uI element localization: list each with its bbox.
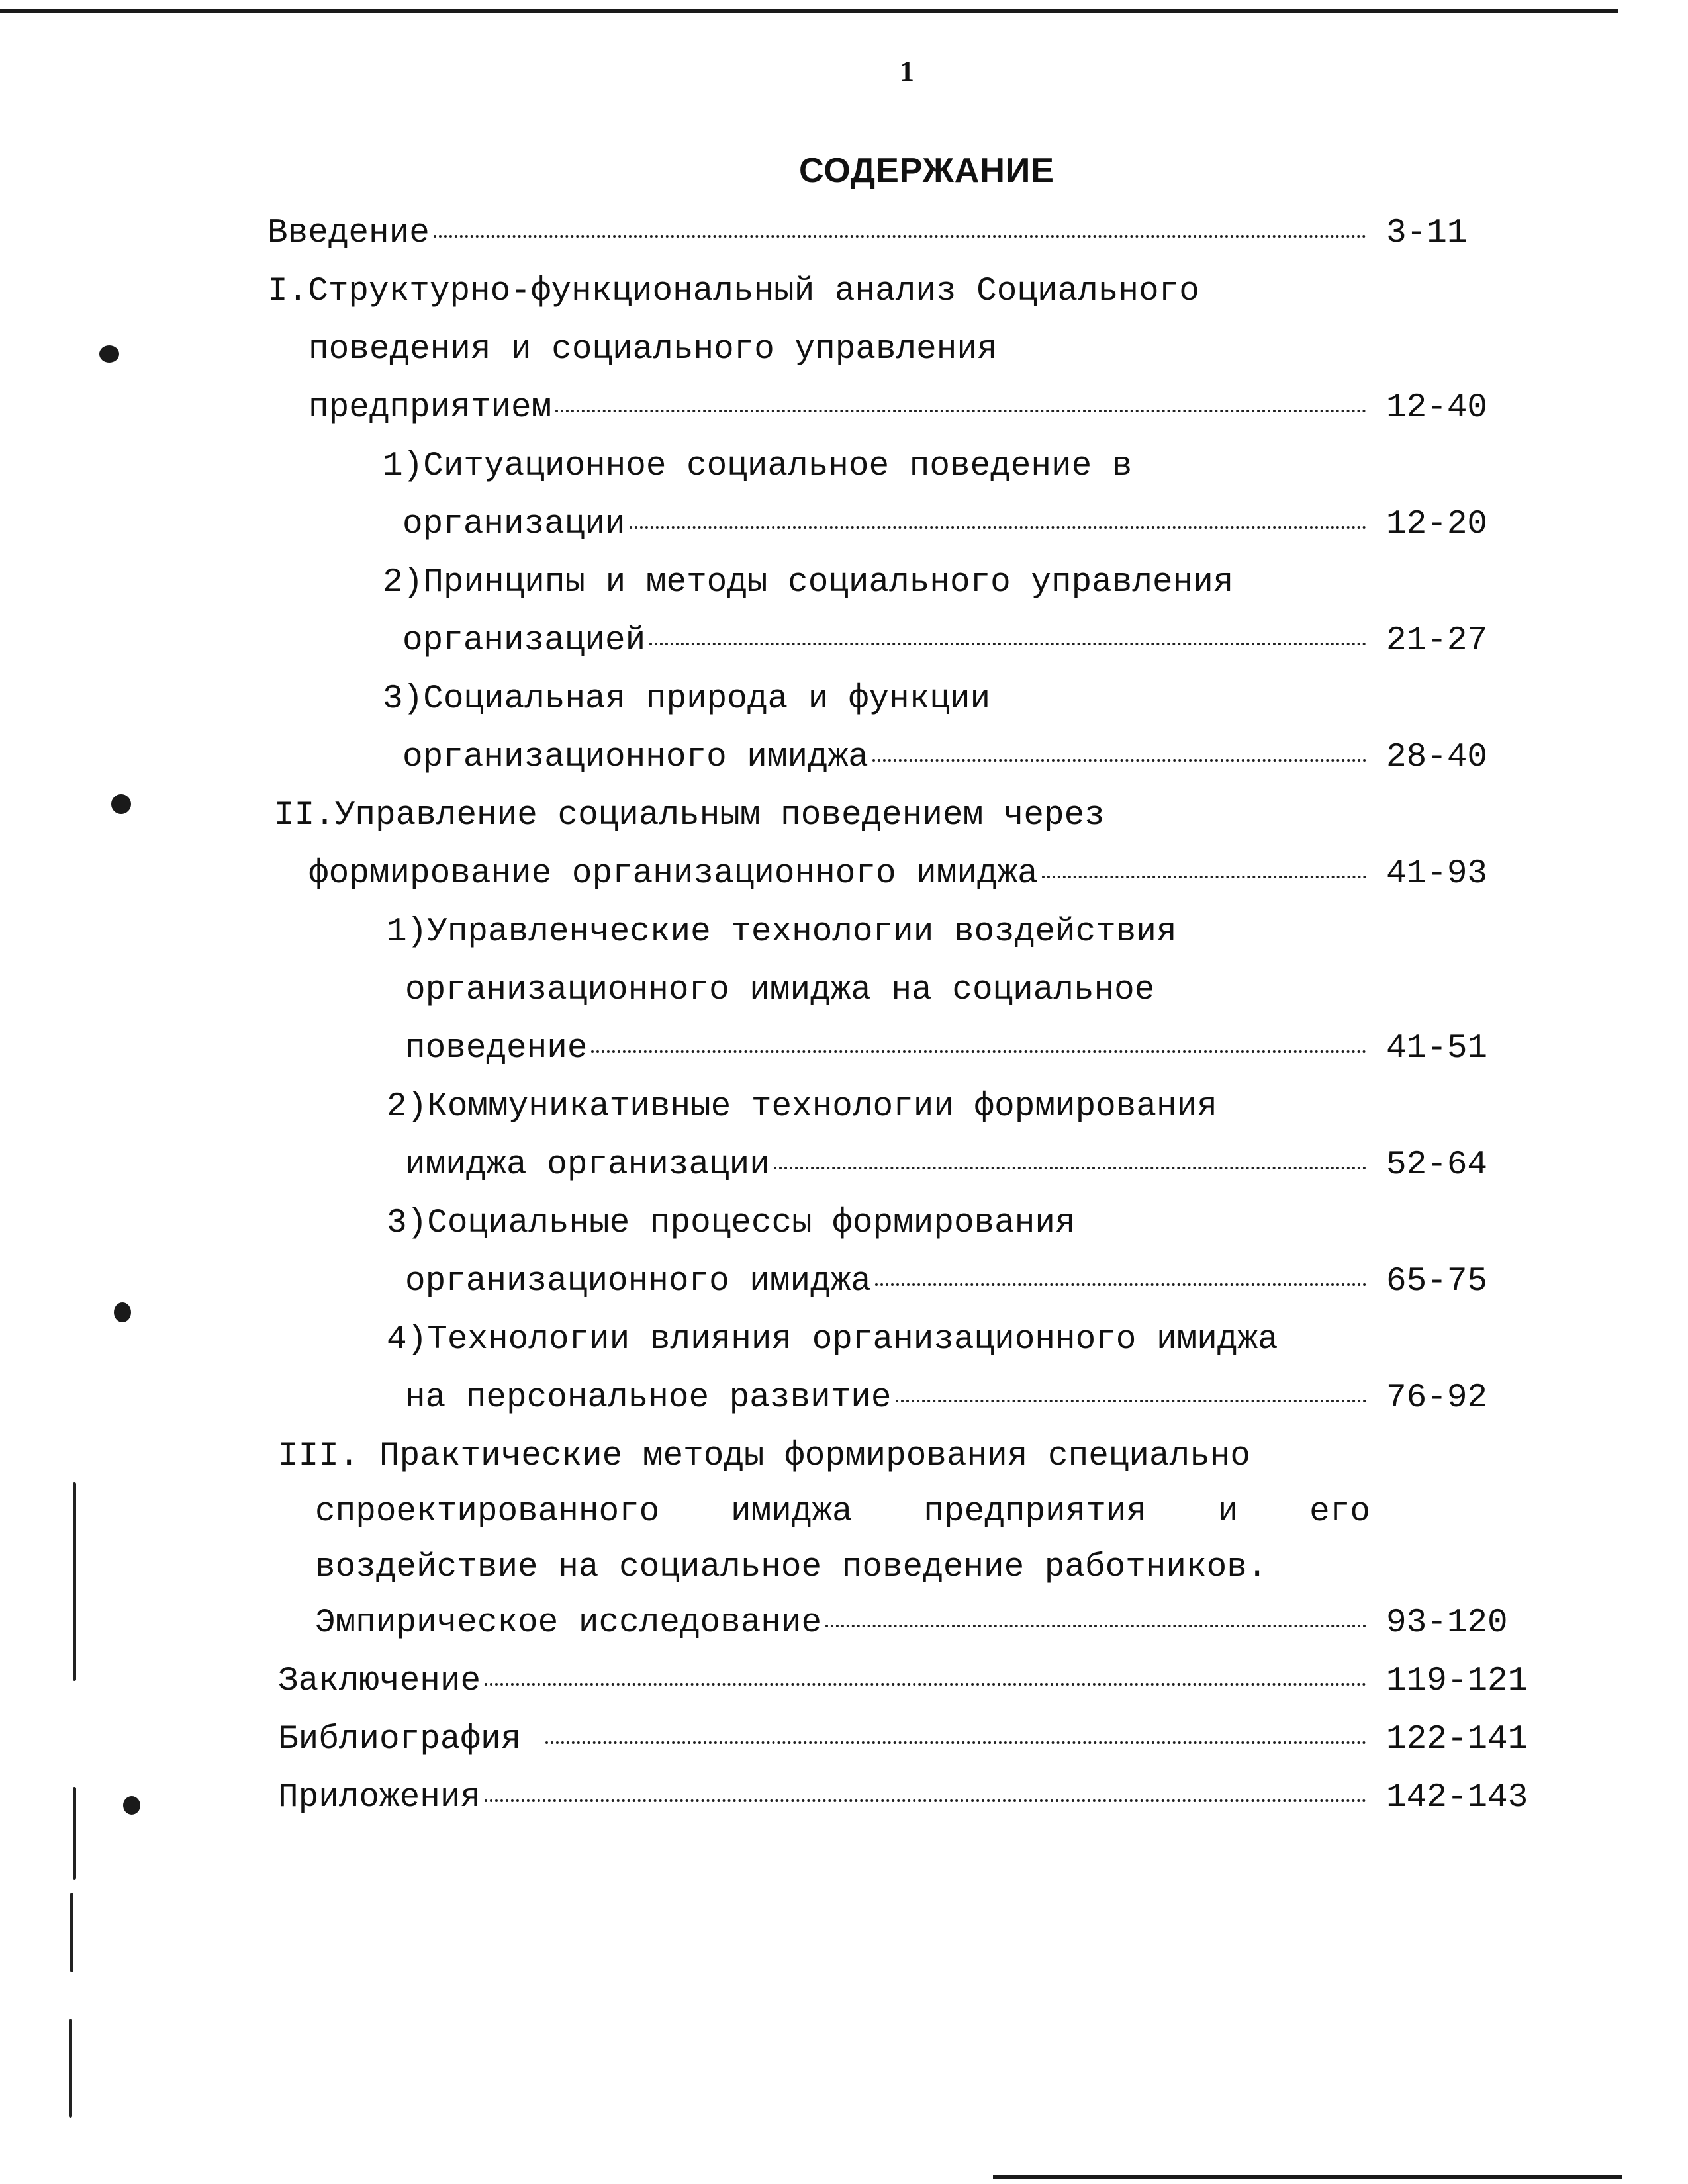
toc-page-range: 76-92 (1386, 1379, 1488, 1417)
toc-entry-section-1-3 (402, 735, 1370, 781)
page-title: СОДЕРЖАНИЕ (799, 152, 1055, 190)
dot-leader (774, 1167, 1366, 1169)
toc-entry-text: предприятием (308, 389, 552, 427)
binder-hole-mark (123, 1796, 140, 1815)
toc-word: спроектированного (315, 1493, 660, 1531)
toc-entry-text: организационного имиджа (405, 1263, 871, 1300)
dot-leader (555, 410, 1366, 412)
toc-page-range: 3-11 (1386, 214, 1468, 252)
toc-section-line: 1)Ситуационное социальное поведение в (383, 447, 1133, 485)
toc-page-range: 119-121 (1386, 1662, 1528, 1700)
toc-chapter-3-text: III. Практические методы формирования специально (278, 1437, 1251, 1475)
toc-entry-chapter-2 (308, 851, 1370, 897)
toc-page-range: 21-27 (1386, 622, 1488, 660)
toc-entry-introduction (267, 210, 1370, 257)
toc-entry-bibliography (278, 1717, 1370, 1763)
toc-entry-text: организации (402, 506, 626, 543)
toc-entry-text: организационного имиджа (402, 739, 868, 776)
dot-leader (545, 1741, 1366, 1744)
dot-leader (825, 1625, 1366, 1627)
toc-entry-section-2-2 (405, 1142, 1370, 1189)
toc-word: имиджа (731, 1493, 853, 1531)
dot-leader (649, 643, 1366, 645)
toc-chapter-3-line: воздействие на социальное поведение работников. (315, 1549, 1268, 1586)
toc-entry-text: на персональное развитие (405, 1379, 892, 1417)
toc-entry-section-1-1 (402, 502, 1370, 548)
toc-word: его (1309, 1493, 1370, 1531)
toc-entry-text: формирование организационного имиджа (308, 855, 1038, 893)
toc-page-range: 41-51 (1386, 1030, 1488, 1068)
toc-page-range: 93-120 (1386, 1604, 1508, 1642)
bottom-edge-rule (993, 2175, 1622, 2179)
toc-entry-chapter-1 (308, 385, 1370, 432)
toc-entry-section-2-4 (405, 1375, 1370, 1422)
toc-word: и (1217, 1493, 1239, 1531)
toc-entry-section-2-3 (405, 1259, 1370, 1305)
toc-section-line: 2)Коммуникативные технологии формирования (387, 1088, 1217, 1126)
dot-leader (875, 1283, 1366, 1286)
dot-leader (591, 1050, 1366, 1053)
binder-hole-mark (99, 345, 119, 363)
toc-section-line: 3)Социальная природа и функции (383, 680, 991, 718)
dot-leader (630, 526, 1366, 529)
toc-entry-section-1-2 (402, 618, 1370, 664)
scan-edge-mark (70, 1893, 73, 1972)
toc-section-line: организационного имиджа на социальное (405, 972, 1155, 1009)
toc-chapter-3-line (315, 1489, 1370, 1535)
dot-leader (434, 235, 1366, 238)
dot-leader (485, 1799, 1366, 1802)
toc-section-line: 4)Технологии влияния организационного имиджа (387, 1321, 1278, 1359)
toc-page-range: 12-20 (1386, 506, 1488, 543)
toc-entry-text: Эмпирическое исследование (315, 1604, 822, 1642)
toc-entry-section-2-1 (405, 1026, 1370, 1072)
toc-entry-text: поведение (405, 1030, 588, 1068)
scan-edge-mark (73, 1787, 76, 1880)
toc-page-range: 41-93 (1386, 855, 1488, 893)
toc-entry-text: Заключение (278, 1662, 481, 1700)
toc-entry-text: Библиография (278, 1721, 541, 1758)
toc-entry-text: организацией (402, 622, 646, 660)
dot-leader (1042, 876, 1366, 878)
toc-page-range: 28-40 (1386, 739, 1488, 776)
toc-word: предприятия (923, 1493, 1147, 1531)
dot-leader (485, 1683, 1366, 1686)
toc-chapter-1-line: поведения и социального управления (308, 331, 998, 369)
toc-entry-conclusion (278, 1659, 1370, 1705)
toc-page-range: 12-40 (1386, 389, 1488, 427)
toc-entry-text: Введение (267, 214, 430, 252)
scan-edge-mark (69, 2019, 72, 2118)
scan-edge-mark (73, 1482, 76, 1681)
dot-leader (872, 759, 1366, 762)
toc-chapter-1-line: I.Структурно-функциональный анализ Социального (267, 273, 1199, 310)
toc-section-line: 2)Принципы и методы социального управления (383, 564, 1234, 602)
dot-leader (896, 1400, 1366, 1402)
toc-section-line: 1)Управленческие технологии воздействия (387, 913, 1177, 951)
toc-chapter-3-line (278, 1433, 1370, 1480)
page-number: 1 (900, 55, 914, 87)
toc-entry-appendix (278, 1775, 1370, 1821)
toc-page-range: 65-75 (1386, 1263, 1488, 1300)
toc-page-range: 142-143 (1386, 1779, 1528, 1817)
toc-entry-text: имиджа организации (405, 1146, 770, 1184)
toc-page-range: 52-64 (1386, 1146, 1488, 1184)
binder-hole-mark (114, 1302, 131, 1322)
toc-chapter-2-line: II.Управление социальным поведением через (274, 797, 1105, 835)
binder-hole-mark (111, 794, 131, 814)
top-edge-rule (0, 9, 1618, 13)
toc-entry-chapter-3 (315, 1600, 1370, 1647)
toc-entry-text: Приложения (278, 1779, 481, 1817)
toc-page-range: 122-141 (1386, 1721, 1528, 1758)
toc-section-line: 3)Социальные процессы формирования (387, 1205, 1076, 1242)
